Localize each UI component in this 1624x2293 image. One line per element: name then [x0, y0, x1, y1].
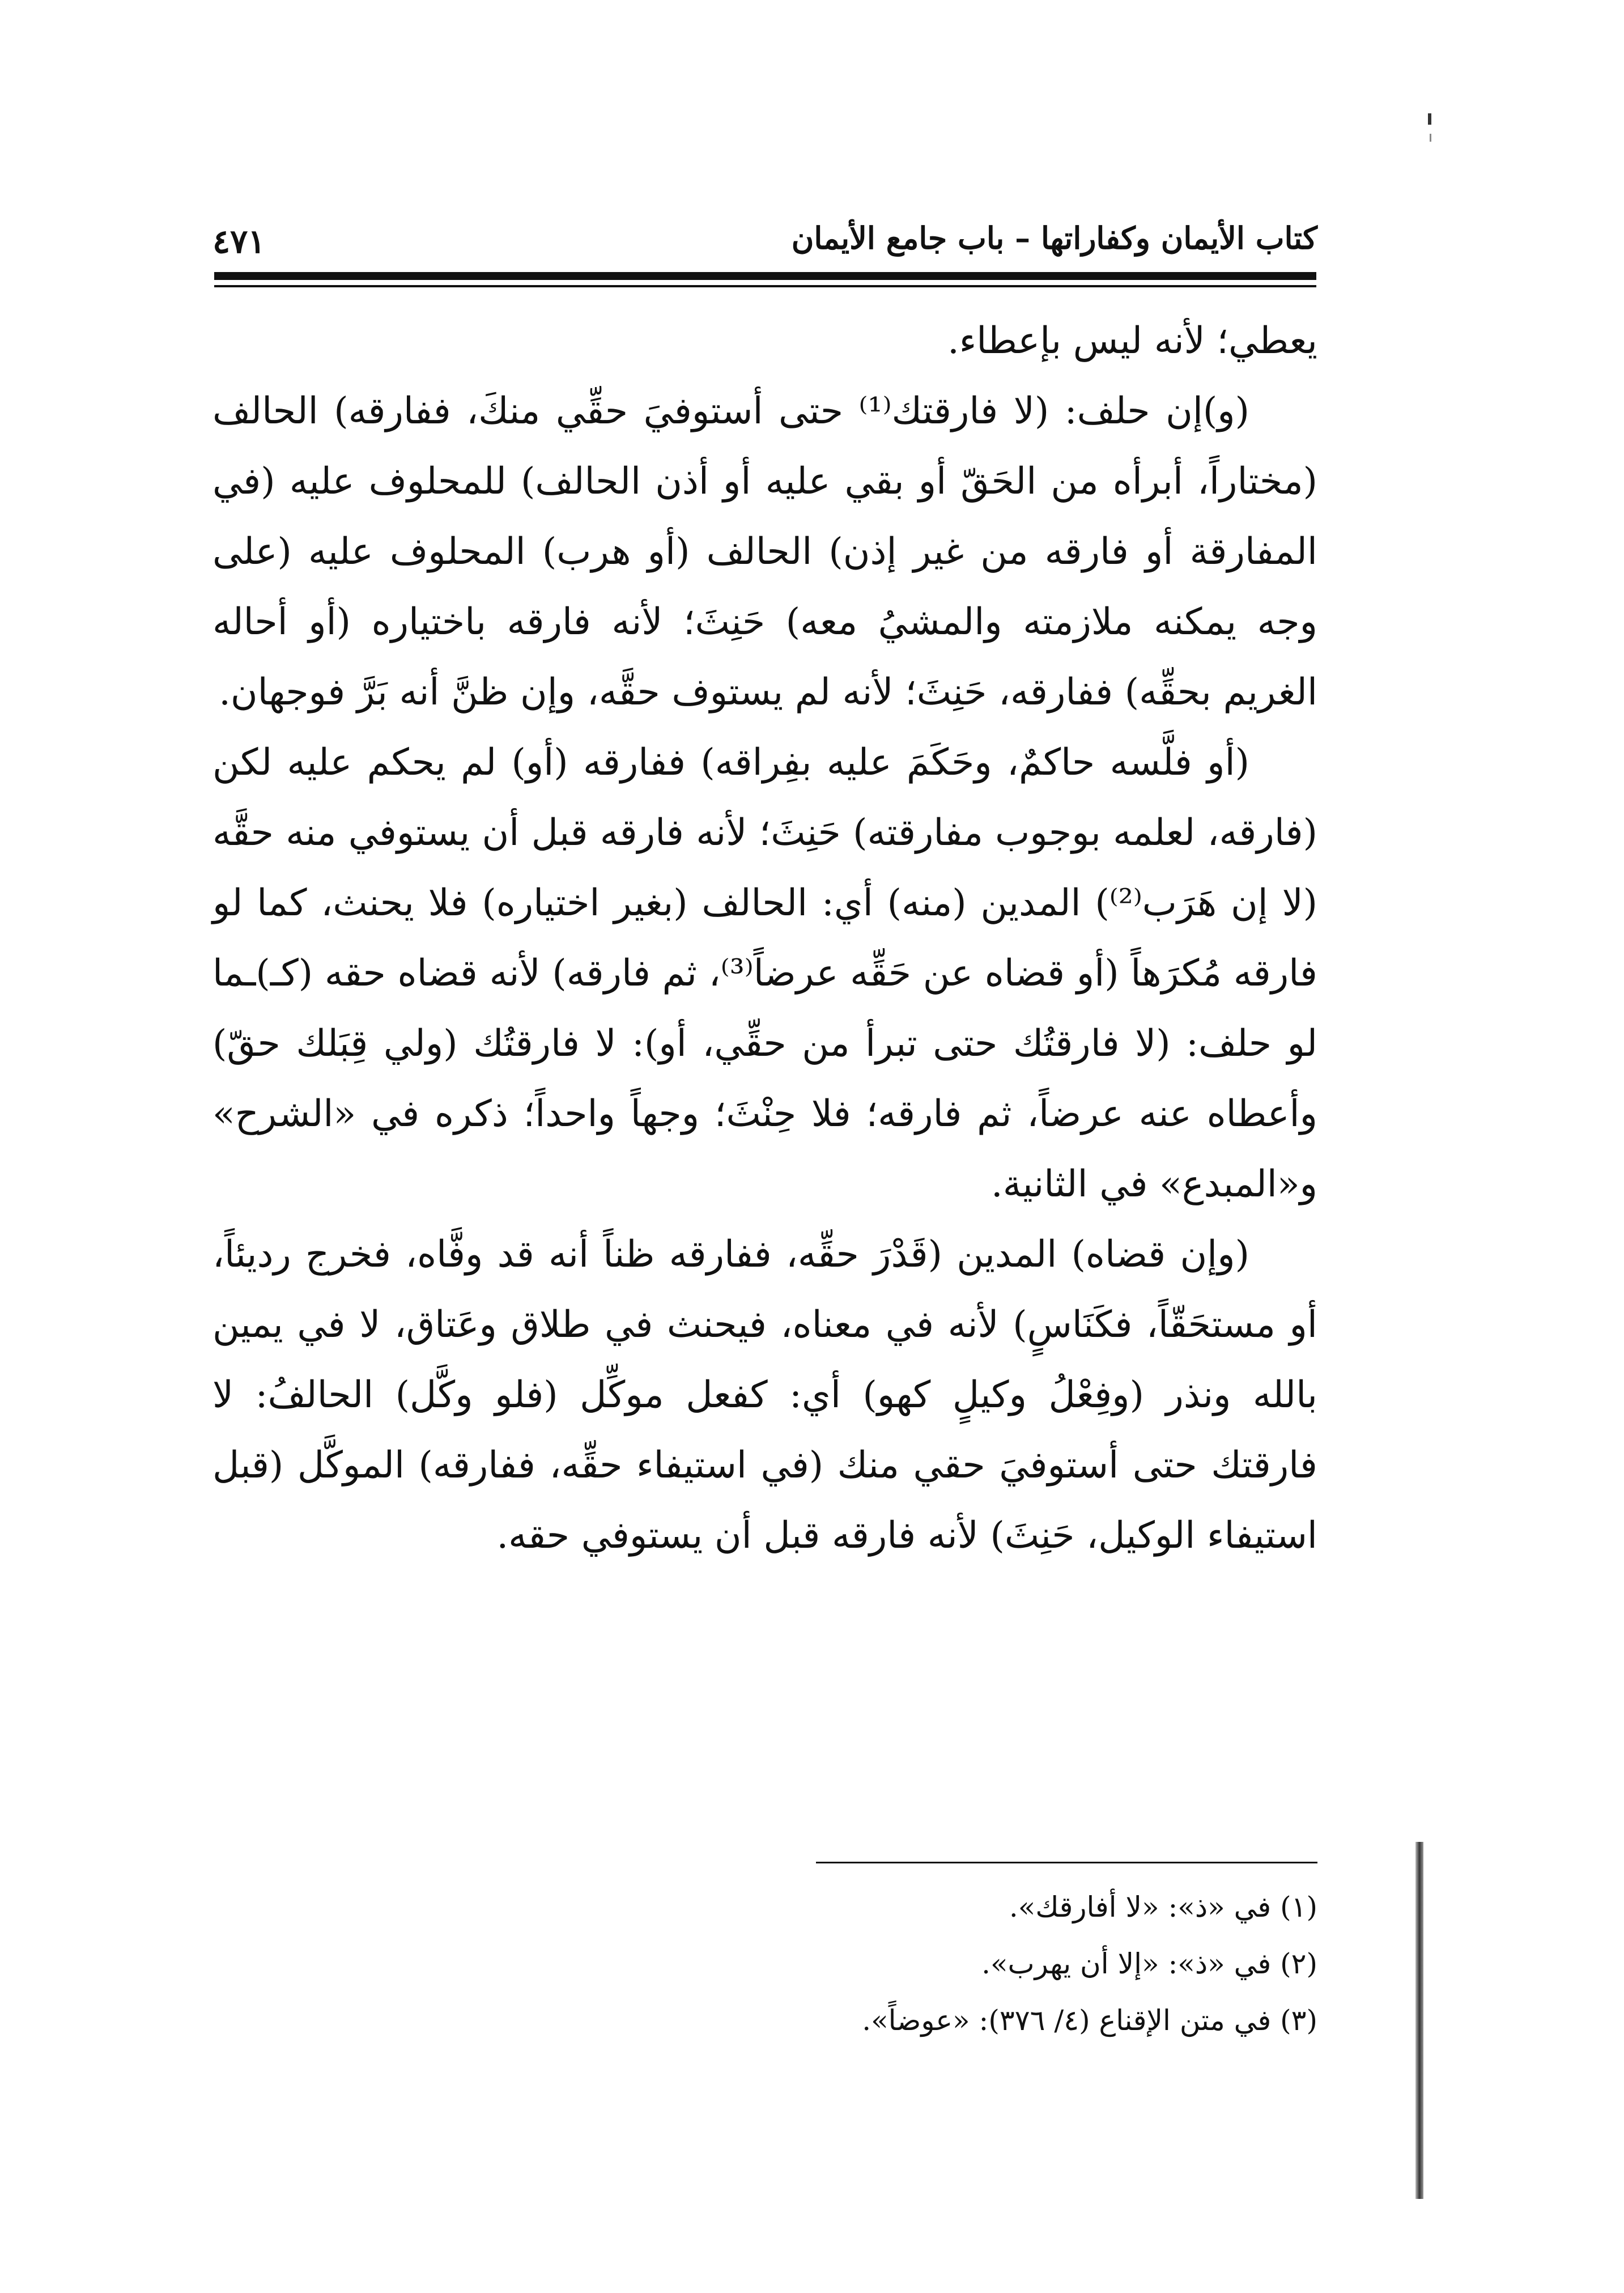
paragraph: يعطي؛ لأنه ليس بإعطاء.	[947, 320, 1317, 362]
paragraph: (و)إن حلف: (لا فارقتك⁽¹⁾ حتى أستوفيَ حقِّي منكَ، ففارقه) الحالف (مختاراً، أبرأه من الحَقّ أو بقي عليه أو أذن الحالف) للمحلوف عليه (في المفارقة أو فارقه من غير إذن) الحالف (أو هرب) المحلوف عليه (على وجه يمكنه ملازمته والمشيُ معه) حَنِثَ؛ لأنه فارقه باختياره (أو أحاله الغريم بحقِّه) ففارقه، حَنِثَ؛ لأنه لم يستوف حقَّه، وإن ظنَّ أنه بَرَّ فوجهان.	[212, 390, 1317, 714]
scan-mark	[1430, 134, 1431, 142]
page-number: ٤٧١	[212, 222, 266, 261]
paragraph: (وإن قضاه) المدين (قَدْرَ حقِّه، ففارقه ظناً أنه قد وفَّاه، فخرج رديئاً، أو مستحَقّاً، فكَنَاسٍ) لأنه في معناه، فيحنث في طلاق وعَتاق، لا في يمين بالله ونذر (وفِعْلُ وكيلٍ كهو) أي: كفعل موكِّل (فلو وكَّل) الحالفُ: لا فارقتك حتى أستوفيَ حقي منك (في استيفاء حقِّه، ففارقه) الموكَّل (قبل استيفاء الوكيل، حَنِثَ) لأنه فارقه قبل أن يستوفي حقه.	[212, 1233, 1317, 1557]
page-edge-shadow	[1415, 1842, 1423, 2199]
scan-mark	[1428, 113, 1431, 125]
footnotes	[212, 1879, 1317, 2049]
header-rule-thick	[214, 272, 1316, 280]
main-text	[212, 306, 1317, 1571]
page-header	[212, 207, 1317, 269]
footnote-separator	[816, 1862, 1317, 1863]
footnote: (١) في «ذ»: «لا أفارقك».	[1009, 1891, 1317, 1923]
paragraph: (أو فلَّسه حاكمٌ، وحَكَمَ عليه بفِراقه) ففارقه (أو) لم يحكم عليه لكن (فارقه، لعلمه بوجوب مفارقته) حَنِثَ؛ لأنه فارقه قبل أن يستوفي منه حقَّه (لا إن هَرَب⁽²⁾) المدين (منه) أي: الحالف (بغير اختياره) فلا يحنث، كما لو فارقه مُكرَهاً (أو قضاه عن حَقِّه عرضاً⁽³⁾، ثم فارقه) لأنه قضاه حقه (كـ)ـما لو حلف: (لا فارقتُك حتى تبرأ من حقِّي، أو): لا فارقتُك (ولي قِبَلك حقّ) وأعطاه عنه عرضاً، ثم فارقه؛ فلا حِنْثَ؛ وجهاً واحداً؛ ذكره في «الشرح» و«المبدع» في الثانية.	[212, 741, 1317, 1205]
header-rule-thin	[214, 285, 1316, 287]
footnote: (٣) في متن الإقناع (٤/ ٣٧٦): «عوضاً».	[862, 2004, 1317, 2037]
footnote: (٢) في «ذ»: «إلا أن يهرب».	[981, 1947, 1317, 1980]
running-title: كتاب الأيمان وكفاراتها – باب جامع الأيمان	[791, 220, 1317, 256]
